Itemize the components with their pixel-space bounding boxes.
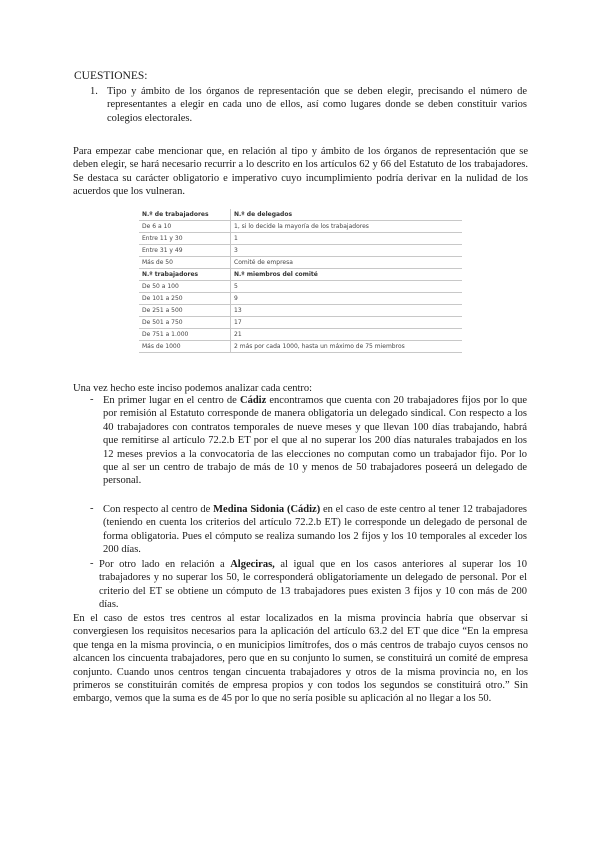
list-item-pre: En primer lugar en el centro de	[103, 395, 240, 406]
list-item-bold: Medina Sidonia (Cádiz)	[213, 504, 321, 515]
table-header-cell: N.º de delegados	[231, 209, 463, 221]
intro-paragraph: Para empezar cabe mencionar que, en relación al tipo y ámbito de los órganos de representación que se deben elegir, se hará necesario recurrir a lo descrito en los artículos 62 y 66 del Estatuto de los trabajadores. Se destaca su carácter obligatorio e imperativo cuyo incumplimiento podría derivar en la nulidad de los acuerdos que los vulneran.	[73, 146, 528, 198]
centros-intro: Una vez hecho este inciso podemos analizar cada centro:	[73, 383, 313, 394]
table-cell: De 751 a 1.000	[139, 329, 231, 341]
table-row	[139, 293, 462, 305]
list-item-bold: Cádiz	[239, 395, 267, 406]
question-number: 1.	[90, 86, 98, 97]
table-cell: 17	[231, 317, 463, 329]
table-row	[139, 221, 462, 233]
table-header-row	[139, 209, 462, 221]
table-cell: 21	[231, 329, 463, 341]
table-cell: Comité de empresa	[231, 257, 463, 269]
list-dash: -	[90, 503, 94, 514]
list-item-post: encontramos que cuenta con 20 trabajadores fijos por lo que por remisión al Estatuto corresponde de manera obligatoria un delegado sindical. Con respecto a los 40 trabajadores con contratos temporales de nueve meses y que llevan 100 días trabajando, habrá que remitirse al artículo 72.2.b ET por el que al no superar los 200 días naturales trabajados en los 12 meses previos a la convocatoria de las elecciones no computan como un trabajador fijo. Por lo que al ser un centro de trabajo de más de 10 y menos de 50 trabajadores poseerá un delegado de personal.	[103, 395, 527, 487]
table-cell: 5	[231, 281, 463, 293]
table-cell: Más de 1000	[139, 341, 231, 353]
table-cell: 13	[231, 305, 463, 317]
table-row	[139, 329, 462, 341]
table-row	[139, 281, 462, 293]
table-cell: 1, si lo decide la mayoría de los trabajadores	[231, 221, 463, 233]
table-row	[139, 233, 462, 245]
list-dash: -	[90, 558, 94, 569]
table-cell: De 501 a 750	[139, 317, 231, 329]
list-item-pre: Por otro lado en relación a	[99, 559, 231, 570]
table-cell: De 101 a 250	[139, 293, 231, 305]
table-cell: De 6 a 10	[139, 221, 231, 233]
table-row	[139, 305, 462, 317]
list-item-bold: Algeciras,	[230, 559, 275, 570]
table-cell: Más de 50	[139, 257, 231, 269]
table-cell: De 251 a 500	[139, 305, 231, 317]
table-cell: 1	[231, 233, 463, 245]
list-item-text	[103, 394, 527, 488]
table-cell: Entre 31 y 49	[139, 245, 231, 257]
table-row	[139, 257, 462, 269]
table-header-row	[139, 269, 462, 281]
list-item-post: en el caso de este centro al tener 12 trabajadores (teniendo en cuenta los criterios del artículo 72.2.b ET) le corresponde un delegado de personal de forma obligatoria. Pues el cómputo se realiza sumando los 2 fijos y los 10 temporales al exceder los 200 días.	[103, 504, 527, 556]
list-dash: -	[90, 394, 94, 405]
list-item-post: al igual que en los casos anteriores al superar los 10 trabajadores y no superar los 50, le corresponderá obligatoriamente un delegado de personal. Por el criterio del ET se obtiene un cómputo de 13 trabajadores pues existen 3 fijos y 10 con más de 200 días.	[99, 559, 527, 611]
table-header-cell: N.º de trabajadores	[139, 209, 231, 221]
section-heading: CUESTIONES:	[74, 70, 148, 82]
representatives-table	[139, 209, 462, 353]
table-header-cell: N.º miembros del comité	[231, 269, 463, 281]
list-item-text	[99, 558, 527, 612]
table-cell: 2 más por cada 1000, hasta un máximo de 75 miembros	[231, 341, 463, 353]
table-row	[139, 341, 462, 353]
table-row	[139, 245, 462, 257]
table-cell: Entre 11 y 30	[139, 233, 231, 245]
question-text: Tipo y ámbito de los órganos de representación que se deben elegir, precisando el número de representantes a elegir en cada uno de ellos, así como lugares donde se deben constituir varios colegios electorales.	[107, 86, 527, 124]
table-row	[139, 317, 462, 329]
table-header-cell: N.º trabajadores	[139, 269, 231, 281]
list-item-pre: Con respecto al centro de	[103, 504, 214, 515]
table-cell: 3	[231, 245, 463, 257]
table-cell: De 50 a 100	[139, 281, 231, 293]
final-paragraph: En el caso de estos tres centros al estar localizados en la misma provincia habría que observar si convergiesen los requisitos necesarios para la aplicación del artículo 63.2 del ET que dice “En la empresa que tenga en la misma provincia, o en municipios limítrofes, dos o más centros de trabajo cuyos censos no alcancen los cincuenta trabajadores, pero que en su conjunto lo sumen, se constituirá un comité de empresa conjunto. Cuando unos centros tengan cincuenta trabajadores y otros de la misma provincia no, en los primeros se constituirán comités de empresa propios y con todos los segundos se constituirá otro.” Sin embargo, vemos que la suma es de 45 por lo que no sería posible su aplicación al no llegar a los 50.	[73, 613, 528, 705]
table-cell: 9	[231, 293, 463, 305]
list-item-text	[103, 503, 527, 557]
